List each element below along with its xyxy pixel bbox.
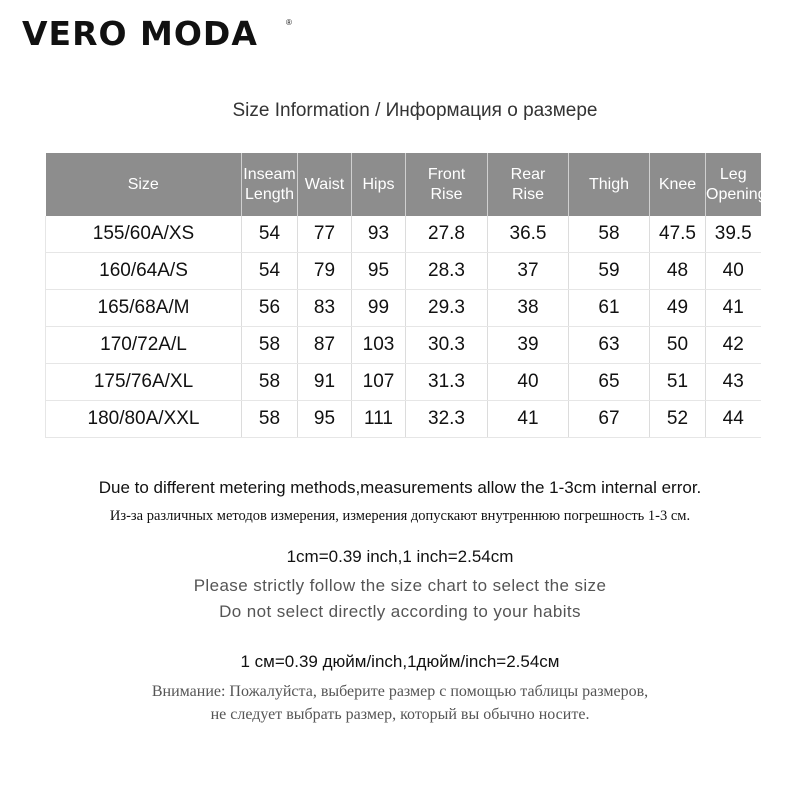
column-header	[650, 153, 706, 216]
measurement-cell: 29.3	[406, 290, 488, 327]
measurement-cell: 40	[488, 364, 569, 401]
column-header-label: Thigh	[588, 175, 630, 193]
table-row	[46, 290, 761, 327]
measurement-cell: 103	[352, 327, 406, 364]
size-cell: 180/80A/XXL	[46, 401, 242, 438]
table-row	[46, 253, 761, 290]
measurement-cell: 36.5	[488, 216, 569, 253]
measurement-cell: 107	[352, 364, 406, 401]
size-cell: 175/76A/XL	[46, 364, 242, 401]
size-table	[45, 153, 767, 438]
measurement-cell: 79	[298, 253, 352, 290]
table-row	[46, 401, 761, 438]
measurement-cell: 93	[352, 216, 406, 253]
measurement-cell: 56	[242, 290, 298, 327]
follow-size-chart-note: Please strictly follow the size chart to select the size	[193, 576, 607, 595]
unit-conversion-ru: 1 см=0.39 дюйм/inch,1дюйм/inch=2.54см	[240, 652, 560, 671]
column-header-label: Front	[427, 165, 466, 183]
measurement-cell: 87	[298, 327, 352, 364]
measurement-cell: 48	[650, 253, 706, 290]
size-cell: 155/60A/XS	[46, 216, 242, 253]
measurement-cell: 54	[242, 216, 298, 253]
column-header-label: Inseam	[243, 165, 296, 183]
measurement-error-note: Due to different metering methods,measurements allow the 1-3cm internal error.	[98, 478, 702, 497]
measurement-cell: 58	[242, 327, 298, 364]
measurement-cell: 41	[706, 290, 761, 327]
column-header-label: Size	[127, 175, 159, 193]
attention-note-ru-line-1: Внимание: Пожалуйста, выберите размер с помощью таблицы размеров,	[151, 683, 649, 700]
measurement-cell: 39.5	[706, 216, 761, 253]
measurement-cell: 32.3	[406, 401, 488, 438]
measurement-error-note-ru: Из-за различных методов измерения, измерения допускают внутреннюю погрешность 1-3 см.	[109, 508, 691, 524]
column-header-label: Waist	[304, 175, 345, 193]
size-cell: 165/68A/M	[46, 290, 242, 327]
measurement-cell: 58	[242, 401, 298, 438]
measurement-cell: 51	[650, 364, 706, 401]
measurement-cell: 95	[352, 253, 406, 290]
table-row	[46, 364, 761, 401]
measurement-cell: 31.3	[406, 364, 488, 401]
measurement-cell: 38	[488, 290, 569, 327]
measurement-cell: 77	[298, 216, 352, 253]
page-title: Size Information / Информация о размере	[232, 100, 598, 121]
measurement-cell: 42	[706, 327, 761, 364]
measurement-cell: 58	[569, 216, 650, 253]
table-row	[46, 327, 761, 364]
measurement-cell: 52	[650, 401, 706, 438]
column-header-label: Leg	[719, 165, 747, 183]
column-header-label: Length	[245, 185, 294, 203]
column-header	[706, 153, 767, 216]
header-row	[46, 153, 761, 216]
measurement-cell: 40	[706, 253, 761, 290]
unit-conversion: 1cm=0.39 inch,1 inch=2.54cm	[286, 547, 514, 566]
measurement-cell: 49	[650, 290, 706, 327]
brand-logo: VERO MODA	[22, 14, 258, 53]
habit-warning-note: Do not select directly according to your habits	[219, 602, 581, 621]
measurement-cell: 91	[298, 364, 352, 401]
column-header-label: Rear	[510, 165, 546, 183]
size-cell: 170/72A/L	[46, 327, 242, 364]
column-header	[46, 153, 242, 216]
column-header-label: Opening	[706, 185, 767, 203]
column-header	[488, 153, 569, 216]
table-header	[46, 153, 767, 216]
column-header-label: Knee	[658, 175, 697, 193]
measurement-cell: 28.3	[406, 253, 488, 290]
measurement-cell: 83	[298, 290, 352, 327]
measurement-cell: 50	[650, 327, 706, 364]
column-header	[352, 153, 406, 216]
measurement-cell: 44	[706, 401, 761, 438]
registered-mark: ®	[286, 18, 292, 27]
measurement-cell: 39	[488, 327, 569, 364]
column-header	[298, 153, 352, 216]
attention-note-ru-line-2: не следует выбрать размер, который вы обычно носите.	[210, 706, 590, 723]
column-header	[242, 153, 298, 216]
measurement-cell: 63	[569, 327, 650, 364]
measurement-cell: 30.3	[406, 327, 488, 364]
size-cell: 160/64A/S	[46, 253, 242, 290]
measurement-cell: 27.8	[406, 216, 488, 253]
table-body	[46, 216, 761, 438]
column-header-label: Rise	[430, 185, 463, 203]
column-header-label: Hips	[362, 175, 395, 193]
measurement-cell: 59	[569, 253, 650, 290]
column-header	[569, 153, 650, 216]
measurement-cell: 43	[706, 364, 761, 401]
measurement-cell: 99	[352, 290, 406, 327]
measurement-cell: 67	[569, 401, 650, 438]
measurement-cell: 61	[569, 290, 650, 327]
column-header-label: Rise	[511, 185, 544, 203]
measurement-cell: 37	[488, 253, 569, 290]
column-header	[406, 153, 488, 216]
measurement-cell: 54	[242, 253, 298, 290]
table-row	[46, 216, 761, 253]
measurement-cell: 95	[298, 401, 352, 438]
measurement-cell: 58	[242, 364, 298, 401]
measurement-cell: 47.5	[650, 216, 706, 253]
measurement-cell: 41	[488, 401, 569, 438]
measurement-cell: 111	[352, 401, 406, 438]
measurement-cell: 65	[569, 364, 650, 401]
